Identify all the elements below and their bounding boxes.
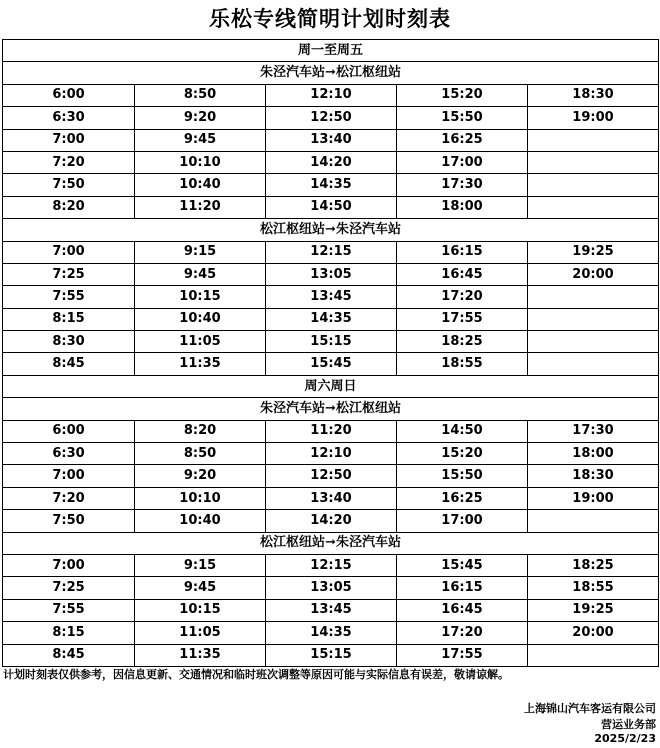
departure-time-cell: 6:30: [3, 107, 135, 129]
departure-time-cell: 14:35: [266, 174, 397, 196]
departure-time-cell: 14:35: [266, 308, 397, 330]
departure-time-cell: 14:50: [397, 420, 528, 442]
departure-time-cell: 14:35: [266, 622, 397, 644]
departure-time-cell: 16:45: [397, 599, 528, 621]
timetable-row: [3, 644, 659, 666]
departure-time-cell: [528, 308, 659, 330]
departure-time-cell: 13:40: [266, 129, 397, 151]
departure-time-cell: 10:15: [135, 599, 266, 621]
departure-time-cell: 7:25: [3, 577, 135, 599]
departure-time-cell: 17:30: [528, 420, 659, 442]
departure-time-cell: 11:20: [266, 420, 397, 442]
departure-time-cell: 10:40: [135, 510, 266, 532]
page-title: 乐松专线简明计划时刻表: [209, 7, 451, 31]
timetable-row: [3, 331, 659, 353]
departure-time-cell: 8:20: [135, 420, 266, 442]
departure-time-cell: 9:20: [135, 107, 266, 129]
departure-time-cell: 9:45: [135, 577, 266, 599]
departure-time-cell: 18:30: [528, 465, 659, 487]
route-direction-header: 朱泾汽车站➞松江枢纽站: [3, 62, 659, 84]
departure-time-cell: 15:45: [266, 353, 397, 375]
departure-time-cell: [528, 129, 659, 151]
route-direction-header: 松江枢纽站➞朱泾汽车站: [3, 532, 659, 554]
departure-time-cell: 7:20: [3, 487, 135, 509]
department-name: 营运业务部: [601, 718, 656, 731]
departure-time-cell: 8:45: [3, 644, 135, 666]
timetable-row: [3, 599, 659, 621]
departure-time-cell: 19:00: [528, 487, 659, 509]
departure-time-cell: 6:00: [3, 84, 135, 106]
departure-time-cell: 15:20: [397, 84, 528, 106]
departure-time-cell: [528, 151, 659, 173]
departure-time-cell: 10:10: [135, 487, 266, 509]
departure-time-cell: 9:15: [135, 241, 266, 263]
departure-time-cell: 11:35: [135, 644, 266, 666]
day-type-header: 周一至周五: [3, 40, 659, 62]
timetable-row: [3, 353, 659, 375]
departure-time-cell: [528, 196, 659, 218]
departure-time-cell: 16:45: [397, 263, 528, 285]
departure-time-cell: 19:25: [528, 599, 659, 621]
departure-time-cell: 6:00: [3, 420, 135, 442]
departure-time-cell: [528, 510, 659, 532]
departure-time-cell: [528, 286, 659, 308]
departure-time-cell: 15:15: [266, 331, 397, 353]
departure-time-cell: 17:00: [397, 151, 528, 173]
departure-time-cell: 13:40: [266, 487, 397, 509]
departure-time-cell: 18:00: [528, 443, 659, 465]
departure-time-cell: 14:20: [266, 151, 397, 173]
departure-time-cell: 12:10: [266, 443, 397, 465]
departure-time-cell: 6:30: [3, 443, 135, 465]
departure-time-cell: 17:55: [397, 308, 528, 330]
route-direction-header: 朱泾汽车站➞松江枢纽站: [3, 398, 659, 420]
departure-time-cell: 15:15: [266, 644, 397, 666]
departure-time-cell: 9:45: [135, 129, 266, 151]
departure-time-cell: 12:15: [266, 554, 397, 576]
departure-time-cell: 10:15: [135, 286, 266, 308]
departure-time-cell: 19:25: [528, 241, 659, 263]
departure-time-cell: 11:35: [135, 353, 266, 375]
departure-time-cell: 7:00: [3, 129, 135, 151]
departure-time-cell: 7:00: [3, 241, 135, 263]
departure-time-cell: 20:00: [528, 263, 659, 285]
timetable-row: [3, 263, 659, 285]
departure-time-cell: 13:45: [266, 286, 397, 308]
departure-time-cell: 7:00: [3, 465, 135, 487]
departure-time-cell: 7:55: [3, 286, 135, 308]
departure-time-cell: 8:50: [135, 443, 266, 465]
departure-time-cell: 12:50: [266, 465, 397, 487]
timetable-row: [3, 622, 659, 644]
timetable: [2, 39, 659, 667]
departure-time-cell: 10:10: [135, 151, 266, 173]
departure-time-cell: 17:00: [397, 510, 528, 532]
departure-time-cell: 7:20: [3, 151, 135, 173]
departure-time-cell: 11:20: [135, 196, 266, 218]
departure-time-cell: 18:25: [528, 554, 659, 576]
departure-time-cell: 10:40: [135, 174, 266, 196]
departure-time-cell: 15:45: [397, 554, 528, 576]
timetable-row: [3, 465, 659, 487]
departure-time-cell: 16:25: [397, 129, 528, 151]
timetable-row: [3, 308, 659, 330]
departure-time-cell: 7:55: [3, 599, 135, 621]
departure-time-cell: [528, 174, 659, 196]
departure-time-cell: 12:50: [266, 107, 397, 129]
departure-time-cell: 16:15: [397, 577, 528, 599]
departure-time-cell: 12:15: [266, 241, 397, 263]
departure-time-cell: 7:50: [3, 174, 135, 196]
departure-time-cell: 15:20: [397, 443, 528, 465]
departure-time-cell: 8:20: [3, 196, 135, 218]
departure-time-cell: 8:30: [3, 331, 135, 353]
timetable-row: [3, 487, 659, 509]
departure-time-cell: 18:25: [397, 331, 528, 353]
timetable-row: [3, 443, 659, 465]
departure-time-cell: 9:45: [135, 263, 266, 285]
departure-time-cell: 16:15: [397, 241, 528, 263]
departure-time-cell: 20:00: [528, 622, 659, 644]
issue-date: 2025/2/23: [594, 732, 656, 745]
departure-time-cell: [528, 353, 659, 375]
departure-time-cell: 8:15: [3, 308, 135, 330]
timetable-row: [3, 577, 659, 599]
company-name: 上海锦山汽车客运有限公司: [524, 702, 656, 715]
departure-time-cell: [528, 331, 659, 353]
timetable-row: [3, 129, 659, 151]
departure-time-cell: 14:20: [266, 510, 397, 532]
departure-time-cell: 13:05: [266, 263, 397, 285]
departure-time-cell: 18:55: [528, 577, 659, 599]
departure-time-cell: 9:20: [135, 465, 266, 487]
timetable-row: [3, 241, 659, 263]
timetable-row: [3, 420, 659, 442]
timetable-row: [3, 151, 659, 173]
departure-time-cell: 13:05: [266, 577, 397, 599]
timetable-row: [3, 84, 659, 106]
departure-time-cell: 12:10: [266, 84, 397, 106]
departure-time-cell: 17:55: [397, 644, 528, 666]
departure-time-cell: 15:50: [397, 107, 528, 129]
departure-time-cell: 7:00: [3, 554, 135, 576]
departure-time-cell: 18:30: [528, 84, 659, 106]
timetable-row: [3, 510, 659, 532]
departure-time-cell: 11:05: [135, 331, 266, 353]
departure-time-cell: 19:00: [528, 107, 659, 129]
timetable-row: [3, 196, 659, 218]
departure-time-cell: [528, 644, 659, 666]
timetable-row: [3, 286, 659, 308]
departure-time-cell: 8:45: [3, 353, 135, 375]
departure-time-cell: 8:15: [3, 622, 135, 644]
departure-time-cell: 8:50: [135, 84, 266, 106]
departure-time-cell: 16:25: [397, 487, 528, 509]
departure-time-cell: 10:40: [135, 308, 266, 330]
disclaimer-note: 计划时刻表仅供参考，因信息更新、交通情况和临时班次调整等原因可能与实际信息有误差，敬请谅解。: [3, 668, 509, 681]
timetable-row: [3, 107, 659, 129]
departure-time-cell: 15:50: [397, 465, 528, 487]
departure-time-cell: 17:20: [397, 286, 528, 308]
departure-time-cell: 7:50: [3, 510, 135, 532]
day-type-header: 周六周日: [3, 375, 659, 397]
departure-time-cell: 9:15: [135, 554, 266, 576]
timetable-row: [3, 554, 659, 576]
route-direction-header: 松江枢纽站➞朱泾汽车站: [3, 219, 659, 241]
departure-time-cell: 17:30: [397, 174, 528, 196]
departure-time-cell: 11:05: [135, 622, 266, 644]
departure-time-cell: 13:45: [266, 599, 397, 621]
departure-time-cell: 7:25: [3, 263, 135, 285]
departure-time-cell: 18:00: [397, 196, 528, 218]
departure-time-cell: 17:20: [397, 622, 528, 644]
departure-time-cell: 18:55: [397, 353, 528, 375]
departure-time-cell: 14:50: [266, 196, 397, 218]
timetable-row: [3, 174, 659, 196]
